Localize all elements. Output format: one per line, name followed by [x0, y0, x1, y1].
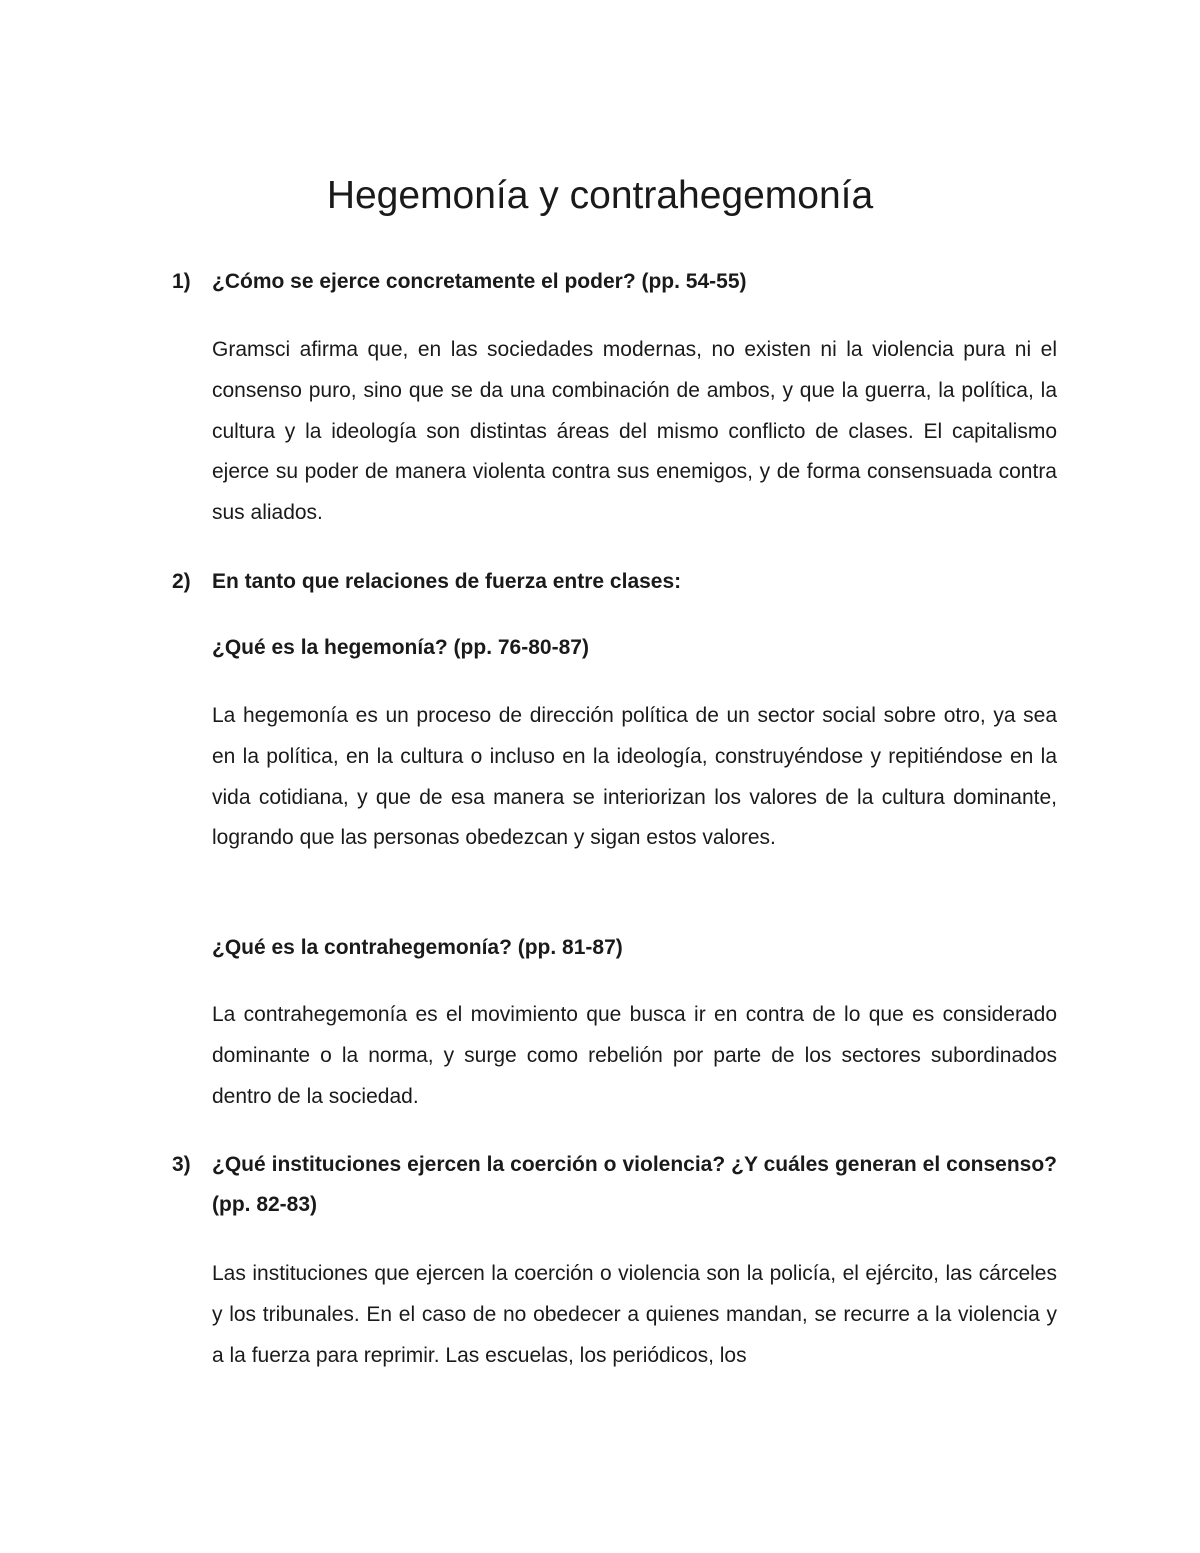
section-1-question — [172, 262, 1057, 302]
section-1-number: 1) — [172, 270, 191, 293]
section-2b-question: ¿Qué es la contrahegemonía? (pp. 81-87) — [212, 936, 623, 959]
section-2b-answer: La contrahegemonía es el movimiento que busca ir en contra de lo que es considerado dominante o la norma, y surge como rebelión por parte de los sectores subordinados dentro de la sociedad. — [212, 1003, 1057, 1108]
section-2-question-text: En tanto que relaciones de fuerza entre clases: — [212, 570, 682, 593]
document-title: Hegemonía y contrahegemonía — [326, 174, 874, 217]
section-1-question-text: ¿Cómo se ejerce concretamente el poder? (pp. 54-55) — [212, 270, 747, 293]
section-3-question — [172, 1145, 1057, 1225]
section-1-answer: Gramsci afirma que, en las sociedades modernas, no existen ni la violencia pura ni el consenso puro, sino que se da una combinación de ambos, y que la guerra, la política, la cultura y la ideología son distintas áreas del mismo conflicto de clases. El capitalismo ejerce su poder de manera violenta contra sus enemigos, y de forma consensuada contra sus aliados. — [212, 338, 1057, 525]
section-3-question-text: ¿Qué instituciones ejercen la coerción o violencia? ¿Y cuáles generan el consenso? (pp. 82-83) — [212, 1153, 1057, 1216]
section-2a-question: ¿Qué es la hegemonía? (pp. 76-80-87) — [212, 636, 589, 659]
section-2-number: 2) — [172, 570, 191, 593]
section-3-answer: Las instituciones que ejercen la coerción o violencia son la policía, el ejército, las cárceles y los tribunales. En el caso de no obedecer a quienes mandan, se recurre a la violencia y a la fuerza para reprimir. Las escuelas, los periódicos, los — [212, 1262, 1057, 1367]
section-2-question — [172, 562, 1057, 602]
section-2a-answer: La hegemonía es un proceso de dirección política de un sector social sobre otro, ya sea en la política, en la cultura o incluso en la ideología, construyéndose y repitiéndose en la vida cotidiana, y que de esa manera se interiorizan los valores de la cultura dominante, logrando que las personas obedezcan y sigan estos valores. — [212, 704, 1057, 850]
section-3-number: 3) — [172, 1153, 191, 1176]
